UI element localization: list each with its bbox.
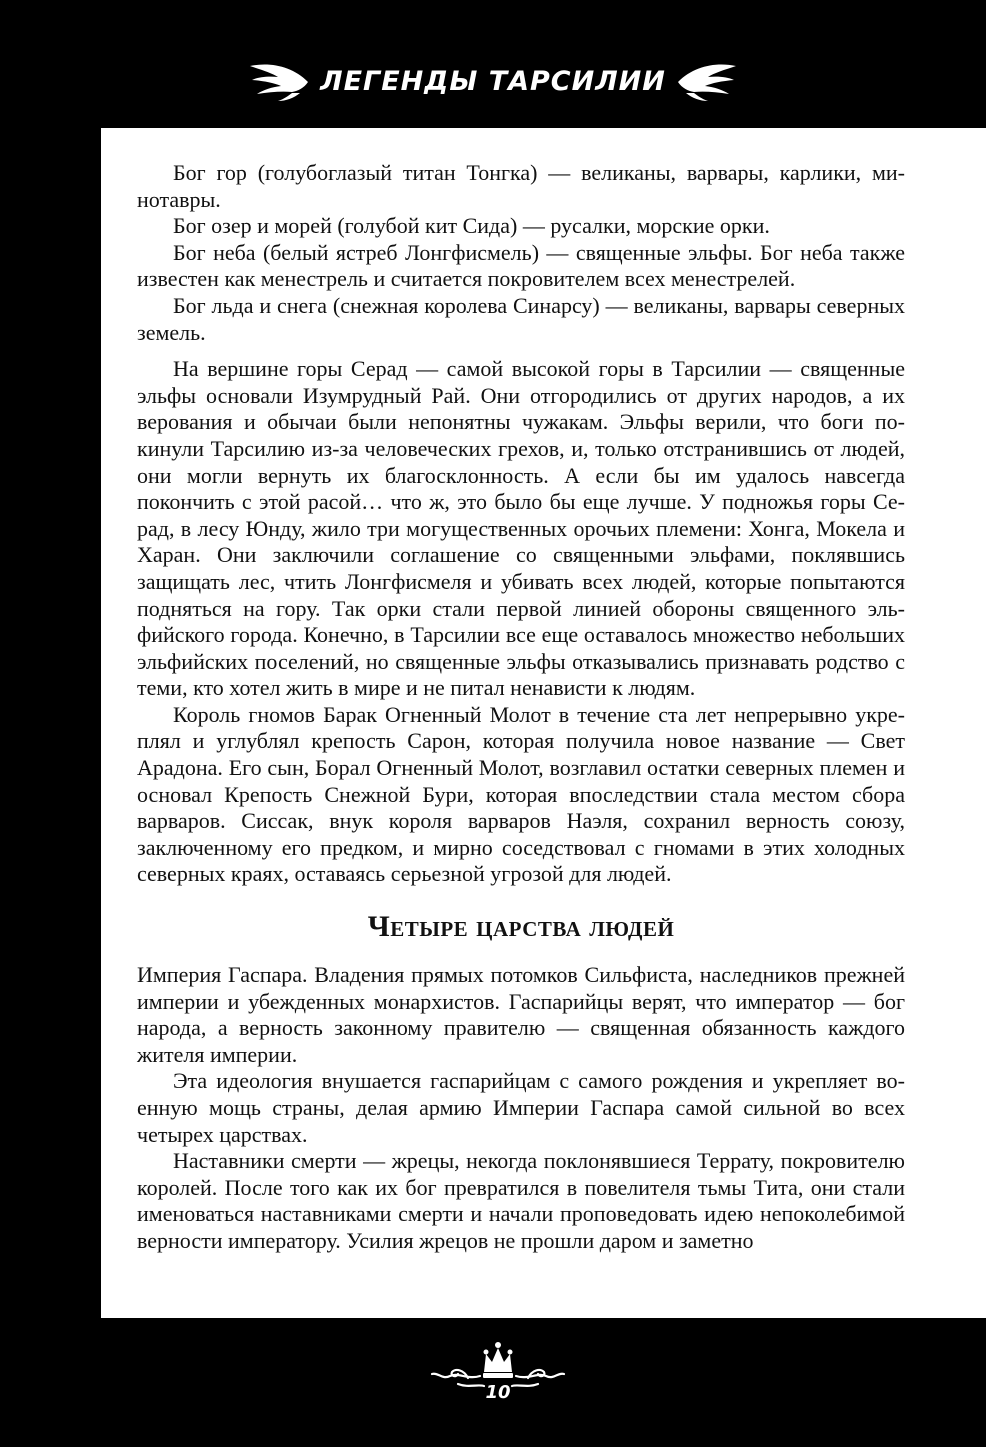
header-bar bbox=[0, 60, 986, 102]
page-number: 10 bbox=[485, 1382, 511, 1403]
body-paragraph: Империя Гаспара. Владения прямых потомков Сильфиста, наследников прежней империи и убежденных монархистов. Гаспарийцы верят, что император — бог народа, а верность законному правителю — священная обязанность каждого жителя империи. bbox=[137, 962, 905, 1067]
page-footer bbox=[0, 1318, 986, 1447]
section-heading: Четыре царства людей bbox=[367, 910, 675, 944]
deity-list-item: Бог льда и снега (снежная королева Синарсу) — великаны, варвары северных земель. bbox=[137, 292, 905, 345]
header-title: ЛЕГЕНДЫ ТАРСИЛИИ bbox=[320, 65, 666, 97]
wing-right-icon bbox=[676, 60, 738, 102]
wing-left-icon bbox=[248, 60, 310, 102]
page-body bbox=[101, 128, 986, 1318]
body-paragraph: Эта идеология внушается гаспарийцам с самого рождения и укрепляет военную мощь страны, делая армию Империи Гаспара самой сильной во всех четырех царствах. bbox=[137, 1068, 905, 1147]
body-paragraph: Наставники смерти — жрецы, некогда поклонявшиеся Террату, покровителю королей. После того как их бог превратился в повелителя тьмы Тита, они стали именоваться наставниками смерти и начали проповедовать идею непоколебимой верности императору. Усилия жрецов не прошли даром и заметно bbox=[137, 1148, 905, 1253]
deity-list-item: Бог неба (белый ястреб Лонгфисмель) — священные эльфы. Бог неба также известен как менестрель и считается покровителем всех менестрелей. bbox=[137, 239, 905, 292]
body-paragraph: Король гномов Барак Огненный Молот в течение ста лет непрерывно укреплял и углублял крепость Сарон, которая получила новое название — Свет Арадона. Его сын, Борал Огненный Молот, возглавил остатки северных племен и основал Крепость Снежной Бури, которая впоследствии стала местом сбора варваров. Сиссак, внук короля варваров Наэля, сохранил верность союзу, заключенному его предком, и мирно соседствовал с гномами в этих холодных северных краях, оставаясь серьезной угрозой для людей. bbox=[137, 701, 905, 887]
deity-list-item: Бог озер и морей (голубой кит Сида) — русалки, морские орки. bbox=[173, 213, 770, 239]
text-column bbox=[137, 160, 905, 1255]
deity-list-item: Бог гор (голубоглазый титан Тонгка) — великаны, варвары, карлики, минотавры. bbox=[137, 160, 905, 212]
running-header bbox=[0, 0, 986, 128]
body-paragraph: На вершине горы Серад — самой высокой горы в Тарсилии — священные эльфы основали Изумрудный Рай. Они отгородились от других народов, а их верования и обычаи были непонятны чужакам. Эльфы верили, что боги покинули Тарсилию из-за человеческих грехов, и, только отстранившись от людей, они могли вернуть их благосклонность. А если бы им удалось навсегда покончить с этой расой… что ж, это было бы еще лучше. У подножья горы Серад, в лесу Юнду, жило три могущественных орочьих племени: Хонга, Мокела и Харан. Они заключили соглашение со священными эльфами, поклявшись защищать лес, чтить Лонгфисмеля и убивать всех людей, которые попытаются подняться на гору. Так орки стали первой линией обороны священного эльфийского города. Конечно, в Тарсилии все еще оставалось множество небольших эльфийских поселений, но священные эльфы отказывались признавать родство с теми, кто хотел жить в мире и не питал ненависти к людям. bbox=[137, 356, 905, 701]
